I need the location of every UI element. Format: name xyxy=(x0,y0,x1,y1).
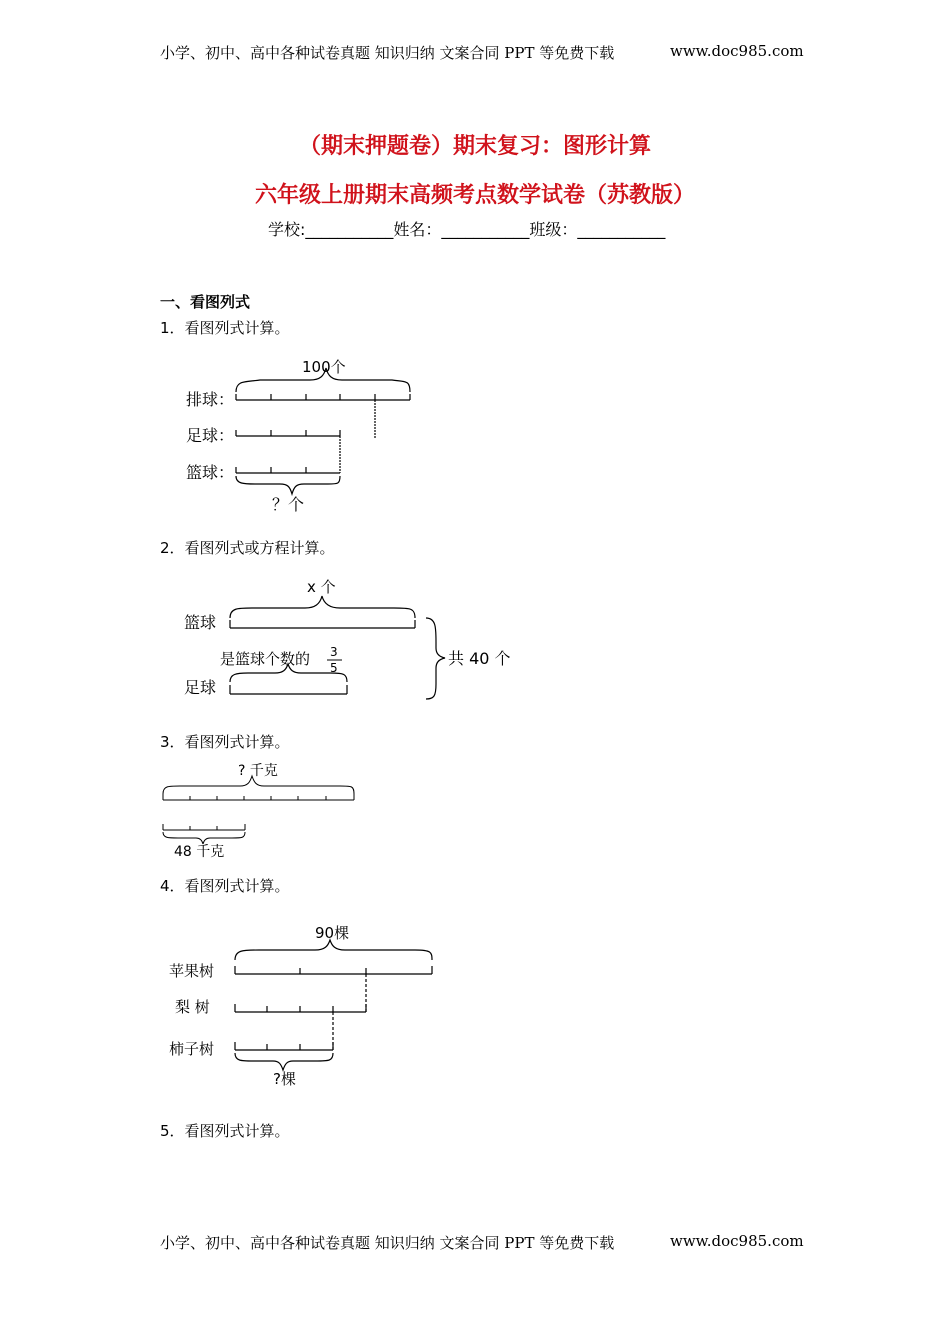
footer-text: 小学、初中、高中各种试卷真题 知识归纳 文案合同 PPT 等免费下载 xyxy=(160,1234,615,1252)
fig1-row-football: 足球： xyxy=(186,426,235,445)
section-heading: 一、看图列式 xyxy=(160,293,251,311)
figure-1-diagram xyxy=(180,352,430,517)
fig2-frac-num: 3 xyxy=(330,645,338,659)
question-text: 看图列式或方程计算。 xyxy=(184,539,335,557)
brace-right xyxy=(426,618,445,699)
student-info-line: 学校:___________姓名：___________班级：___________ xyxy=(268,220,666,239)
question-1 xyxy=(160,317,290,338)
question-text: 看图列式计算。 xyxy=(184,1122,290,1140)
question-4 xyxy=(160,875,290,896)
figure-3-diagram xyxy=(160,758,360,860)
title-line1: （期末押题卷）期末复习：图形计算 xyxy=(298,134,651,159)
question-text: 看图列式计算。 xyxy=(184,877,290,895)
question-2 xyxy=(160,537,335,558)
question-number: 5． xyxy=(160,1122,185,1140)
question-3 xyxy=(160,731,290,752)
question-text: 看图列式计算。 xyxy=(184,319,290,337)
title-line2: 六年级上册期末高频考点数学试卷（苏教版） xyxy=(254,183,695,208)
question-number: 4． xyxy=(160,877,185,895)
brace-bottom xyxy=(163,832,245,844)
figure-4-diagram xyxy=(165,918,445,1093)
fig4-unknown-label: ?棵 xyxy=(273,1070,296,1088)
fig4-total-label: 90棵 xyxy=(315,924,350,942)
header-text: 小学、初中、高中各种试卷真题 知识归纳 文案合同 PPT 等免费下载 xyxy=(160,44,615,62)
question-text: 看图列式计算。 xyxy=(184,733,290,751)
fig2-row-football: 足球 xyxy=(184,678,217,697)
fig1-total-label: 100个 xyxy=(302,358,346,376)
fig1-row-volleyball: 排球： xyxy=(186,390,235,409)
fig4-row-apple: 苹果树 xyxy=(169,962,215,980)
fig2-row-basketball: 篮球 xyxy=(184,613,217,632)
fig2-frac-den: 5 xyxy=(330,661,338,675)
fig4-row-persimmon: 柿子树 xyxy=(169,1040,215,1058)
figure-2-diagram xyxy=(180,572,520,704)
fig2-top-label: x 个 xyxy=(307,578,336,596)
fig2-note: 是篮球个数的 xyxy=(220,650,311,668)
question-number: 2． xyxy=(160,539,185,557)
fig1-unknown-label: ？个 xyxy=(272,495,305,514)
fig3-bottom-label: 48 千克 xyxy=(174,844,225,860)
fig2-total-label: 共 40 个 xyxy=(448,649,511,668)
footer-site[interactable]: www.doc985.com xyxy=(670,1232,804,1250)
fig4-row-pear: 梨 树 xyxy=(175,998,210,1016)
fig1-row-basketball: 篮球： xyxy=(186,463,235,482)
question-number: 3． xyxy=(160,733,185,751)
brace-bottom xyxy=(236,476,340,494)
brace-bottom xyxy=(235,1053,333,1070)
question-5 xyxy=(160,1120,290,1141)
brace-top xyxy=(230,596,415,618)
question-number: 1． xyxy=(160,319,185,337)
fig3-top-label: ? 千克 xyxy=(238,763,278,779)
header-site[interactable]: www.doc985.com xyxy=(670,42,804,60)
brace-top xyxy=(235,940,432,960)
